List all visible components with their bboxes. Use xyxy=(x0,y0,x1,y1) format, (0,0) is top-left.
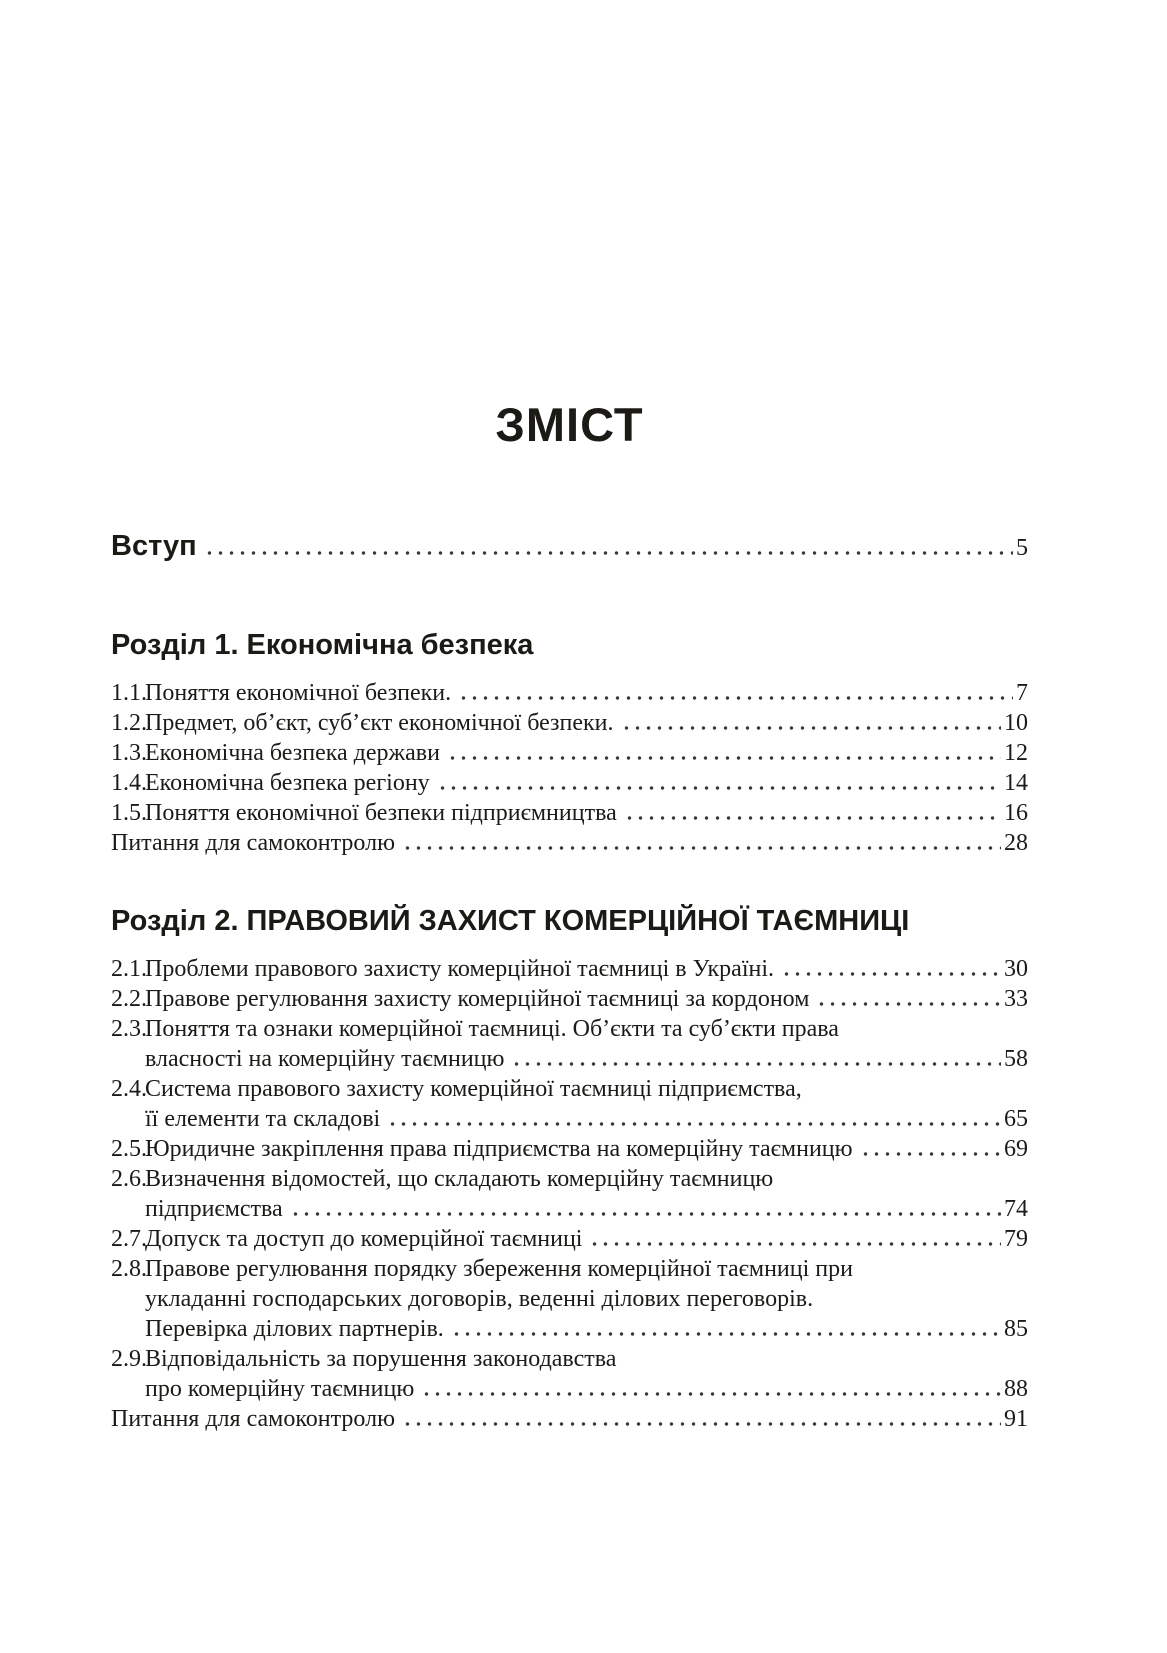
entry-text: Поняття економічної безпеки. xyxy=(145,680,452,706)
dot-leader xyxy=(290,1212,1001,1216)
entry-text: Юридичне закріплення права підприємства на комерційну таємницю xyxy=(145,1136,853,1162)
entry-text: її елементи та складові xyxy=(145,1106,381,1132)
page-number: 10 xyxy=(1004,710,1028,736)
entry-text: Правове регулювання захисту комерційної таємниці за кордоном xyxy=(145,986,810,1012)
entry-text: Економічна безпека регіону xyxy=(145,770,430,796)
entry-text: Правове регулювання порядку збереження комерційної таємниці при xyxy=(145,1256,853,1282)
entry-text: Поняття економічної безпеки підприємництва xyxy=(145,800,617,826)
page-number: 74 xyxy=(1004,1196,1028,1222)
toc-entry-line xyxy=(111,708,1028,738)
section-list xyxy=(111,678,1028,858)
entry-number: 2.5. xyxy=(111,1136,147,1162)
entry-number: 1.3. xyxy=(111,740,147,766)
page-number: 85 xyxy=(1004,1316,1028,1342)
entry-number: 2.8. xyxy=(111,1256,147,1282)
section-heading: Розділ 1. Економічна безпека xyxy=(111,629,534,661)
dot-leader xyxy=(589,1242,1001,1246)
page-number: 88 xyxy=(1004,1376,1028,1402)
entry-text: Проблеми правового захисту комерційної таємниці в Україні. xyxy=(145,956,775,982)
toc-entry-line xyxy=(111,768,1028,798)
dot-leader xyxy=(204,551,1013,555)
dot-leader xyxy=(402,1422,1001,1426)
entry-text: Перевірка ділових партнерів. xyxy=(145,1316,444,1342)
dot-leader xyxy=(621,726,1001,730)
entry-text: власності на комерційну таємницю xyxy=(145,1046,505,1072)
dot-leader xyxy=(458,696,1013,700)
entry-number: 2.6. xyxy=(111,1166,147,1192)
toc-entry-line xyxy=(111,1074,1028,1104)
entry-text: Система правового захисту комерційної таємниці підприємства, xyxy=(145,1076,802,1102)
toc-entry-line xyxy=(111,1224,1028,1254)
entry-number: 2.1. xyxy=(111,956,147,982)
entry-text: про комерційну таємницю xyxy=(145,1376,415,1402)
page-number: 79 xyxy=(1004,1226,1028,1252)
toc-entry-line xyxy=(111,1344,1028,1374)
entry-text: Поняття та ознаки комерційної таємниці. Об’єкти та суб’єкти права xyxy=(145,1016,839,1042)
toc-entry-line xyxy=(111,984,1028,1014)
self-check-label: Питання для самоконтролю xyxy=(111,1406,396,1432)
entry-text: Визначення відомостей, що складають комерційну таємницю xyxy=(145,1166,774,1192)
section-heading: Розділ 2. ПРАВОВИЙ ЗАХИСТ КОМЕРЦІЙНОЇ ТАЄМНИЦІ xyxy=(111,905,910,937)
toc-entry-line xyxy=(111,1254,1028,1284)
toc-entry-line xyxy=(111,798,1028,828)
page-number: 91 xyxy=(1004,1406,1028,1432)
entry-number: 2.4. xyxy=(111,1076,147,1102)
section-list xyxy=(111,954,1028,1434)
entry-text: Предмет, об’єкт, суб’єкт економічної безпеки. xyxy=(145,710,614,736)
dot-leader xyxy=(402,846,1001,850)
page-number: 30 xyxy=(1004,956,1028,982)
toc-entry-line xyxy=(111,1284,1028,1314)
toc-entry-line xyxy=(111,1314,1028,1344)
page-number: 5 xyxy=(1016,535,1028,561)
self-check-label: Питання для самоконтролю xyxy=(111,830,396,856)
entry-number: 2.2. xyxy=(111,986,147,1012)
toc-entry-line xyxy=(111,1164,1028,1194)
intro-label: Вступ xyxy=(111,530,197,562)
dot-leader xyxy=(421,1392,1001,1396)
dot-leader xyxy=(451,1332,1001,1336)
intro-row xyxy=(111,530,1028,564)
dot-leader xyxy=(624,816,1001,820)
entry-text: підприємства xyxy=(145,1196,283,1222)
dot-leader xyxy=(860,1152,1001,1156)
entry-number: 1.1. xyxy=(111,680,147,706)
page-number: 7 xyxy=(1016,680,1028,706)
entry-text: Економічна безпека держави xyxy=(145,740,440,766)
entry-number: 2.7. xyxy=(111,1226,147,1252)
entry-number: 1.4. xyxy=(111,770,147,796)
page-title: ЗМІСТ xyxy=(495,398,644,451)
dot-leader xyxy=(387,1122,1001,1126)
dot-leader xyxy=(816,1002,1001,1006)
self-check-row xyxy=(111,1404,1028,1434)
toc-entry-line xyxy=(111,1134,1028,1164)
page-number: 12 xyxy=(1004,740,1028,766)
sections-container xyxy=(111,628,1028,1434)
toc-entry-line xyxy=(111,1374,1028,1404)
dot-leader xyxy=(447,756,1001,760)
toc-entry-line xyxy=(111,738,1028,768)
toc-entry-line xyxy=(111,678,1028,708)
dot-leader xyxy=(781,972,1001,976)
toc-entry-line xyxy=(111,1044,1028,1074)
toc-entry-line xyxy=(111,954,1028,984)
self-check-row xyxy=(111,828,1028,858)
page-number: 33 xyxy=(1004,986,1028,1012)
entry-text: Допуск та доступ до комерційної таємниці xyxy=(145,1226,583,1252)
page-number: 14 xyxy=(1004,770,1028,796)
page-number: 58 xyxy=(1004,1046,1028,1072)
page-number: 16 xyxy=(1004,800,1028,826)
page-number: 69 xyxy=(1004,1136,1028,1162)
toc-entry-line xyxy=(111,1104,1028,1134)
page-number: 28 xyxy=(1004,830,1028,856)
entry-number: 1.5. xyxy=(111,800,147,826)
toc-entry-line xyxy=(111,1014,1028,1044)
entry-text: Відповідальність за порушення законодавства xyxy=(145,1346,617,1372)
dot-leader xyxy=(437,786,1001,790)
toc-entry-line xyxy=(111,1194,1028,1224)
entry-number: 2.9. xyxy=(111,1346,147,1372)
dot-leader xyxy=(511,1062,1001,1066)
entry-text: укладанні господарських договорів, веденні ділових переговорів. xyxy=(145,1286,814,1312)
page-number: 65 xyxy=(1004,1106,1028,1132)
entry-number: 2.3. xyxy=(111,1016,147,1042)
entry-number: 1.2. xyxy=(111,710,147,736)
